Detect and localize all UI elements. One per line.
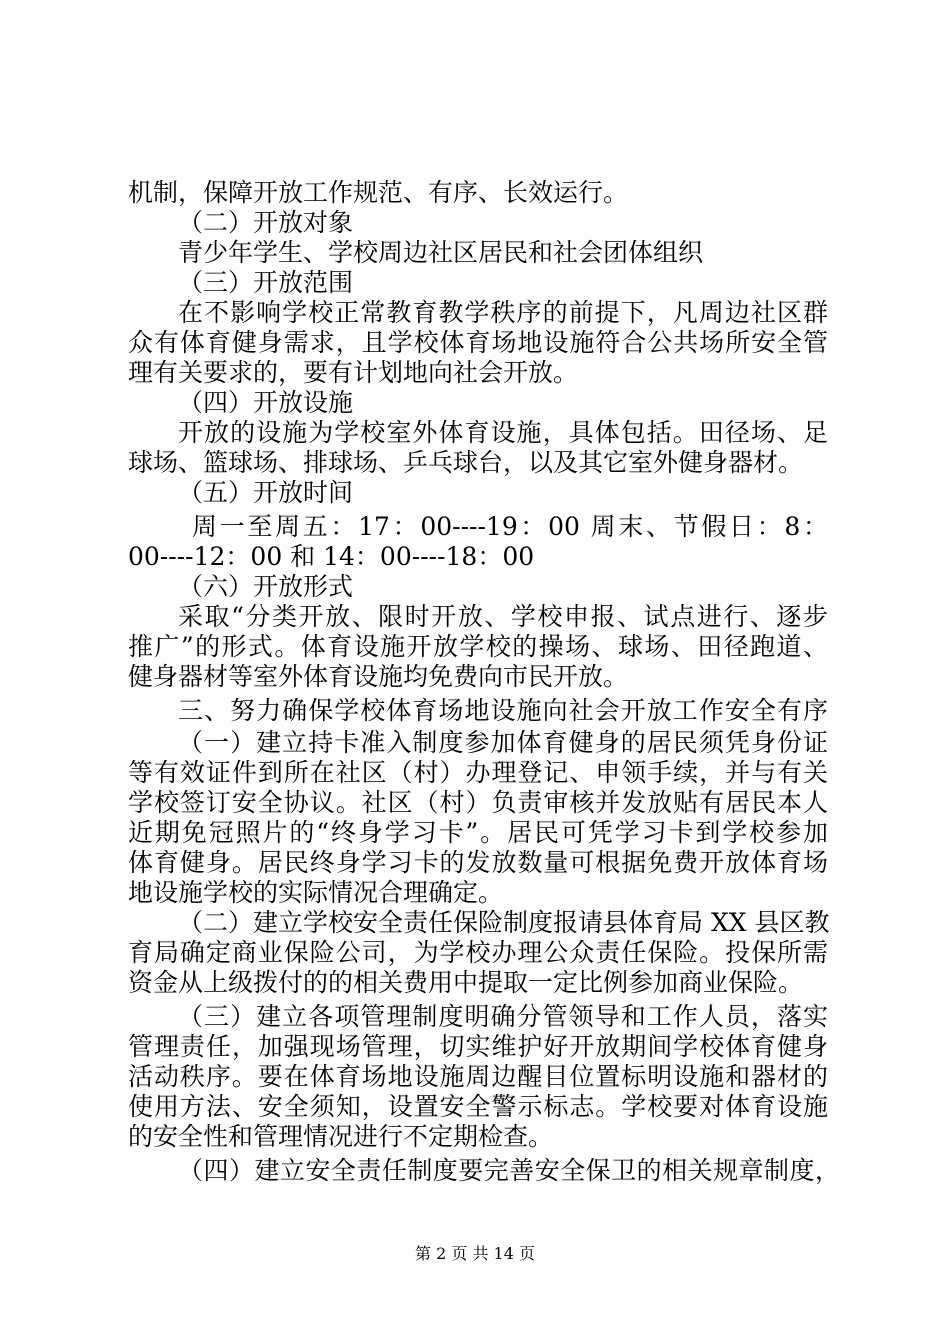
text-line: 的安全性和管理情况进行不定期检查。 — [128, 1122, 554, 1151]
text-line: 活动秩序。要在体育场地设施周边醒目位置标明设施和器材的 — [128, 1062, 828, 1091]
text-line: 在不影响学校正常教育教学秩序的前提下，凡周边社区群 — [178, 298, 828, 327]
text-line: 健身器材等室外体育设施均免费向市民开放。 — [128, 662, 629, 691]
text-line: 学校签订安全协议。社区（村）负责审核并发放贴有居民本人 — [128, 788, 828, 817]
text-line: 理有关要求的，要有计划地向社会开放。 — [128, 358, 579, 387]
text-line: 近期免冠照片的“终身学习卡”。居民可凭学习卡到学校参加 — [128, 818, 828, 847]
section-heading: （二）开放对象 — [178, 208, 354, 237]
section-heading: （二）建立学校安全责任保险制度报请县体育局 XX 县区教 — [178, 908, 830, 937]
text-line: 使用方法、安全须知，设置安全警示标志。学校要对体育设施 — [128, 1092, 828, 1121]
section-heading: （三）开放范围 — [178, 268, 354, 297]
text-line: 周一至周五：17：00----19：00 周末、节假日：8： — [192, 512, 828, 541]
text-line: 采取“分类开放、限时开放、学校申报、试点进行、逐步 — [178, 602, 828, 631]
text-line: 育局确定商业保险公司，为学校办理公众责任保险。投保所需 — [128, 938, 828, 967]
text-line: 管理责任，加强现场管理，切实维护好开放期间学校体育健身 — [128, 1032, 828, 1061]
text-line: 资金从上级拨付的的相关费用中提取一定比例参加商业保险。 — [128, 968, 804, 997]
chapter-heading: 三、努力确保学校体育场地设施向社会开放工作安全有序 — [178, 696, 828, 725]
text-line: 地设施学校的实际情况合理确定。 — [128, 878, 504, 907]
text-line: 推广”的形式。体育设施开放学校的操场、球场、田径跑道、 — [128, 632, 828, 661]
section-heading: （三）建立各项管理制度明确分管领导和工作人员，落实 — [178, 1002, 828, 1031]
text-line: 机制，保障开放工作规范、有序、长效运行。 — [128, 178, 629, 207]
text-line: 球场、篮球场、排球场、乒乓球台，以及其它室外健身器材。 — [128, 448, 804, 477]
text-line: 众有体育健身需求，且学校体育场地设施符合公共场所安全管 — [128, 328, 828, 357]
section-heading: （四）开放设施 — [178, 388, 354, 417]
section-heading: （四）建立安全责任制度要完善安全保卫的相关规章制度， — [178, 1156, 840, 1185]
text-line: 青少年学生、学校周边社区居民和社会团体组织 — [178, 238, 704, 267]
section-heading: （一）建立持卡准入制度参加体育健身的居民须凭身份证 — [178, 728, 828, 757]
text-line: 开放的设施为学校室外体育设施，具体包括。田径场、足 — [178, 418, 828, 447]
text-line: 体育健身。居民终身学习卡的发放数量可根据免费开放体育场 — [128, 848, 828, 877]
text-line: 00----12：00 和 14：00----18：00 — [128, 542, 535, 571]
section-heading: （六）开放形式 — [178, 572, 354, 601]
section-heading: （五）开放时间 — [178, 478, 354, 507]
text-line: 等有效证件到所在社区（村）办理登记、申领手续，并与有关 — [128, 758, 828, 787]
page-footer: 第 2 页 共 14 页 — [415, 1244, 535, 1263]
